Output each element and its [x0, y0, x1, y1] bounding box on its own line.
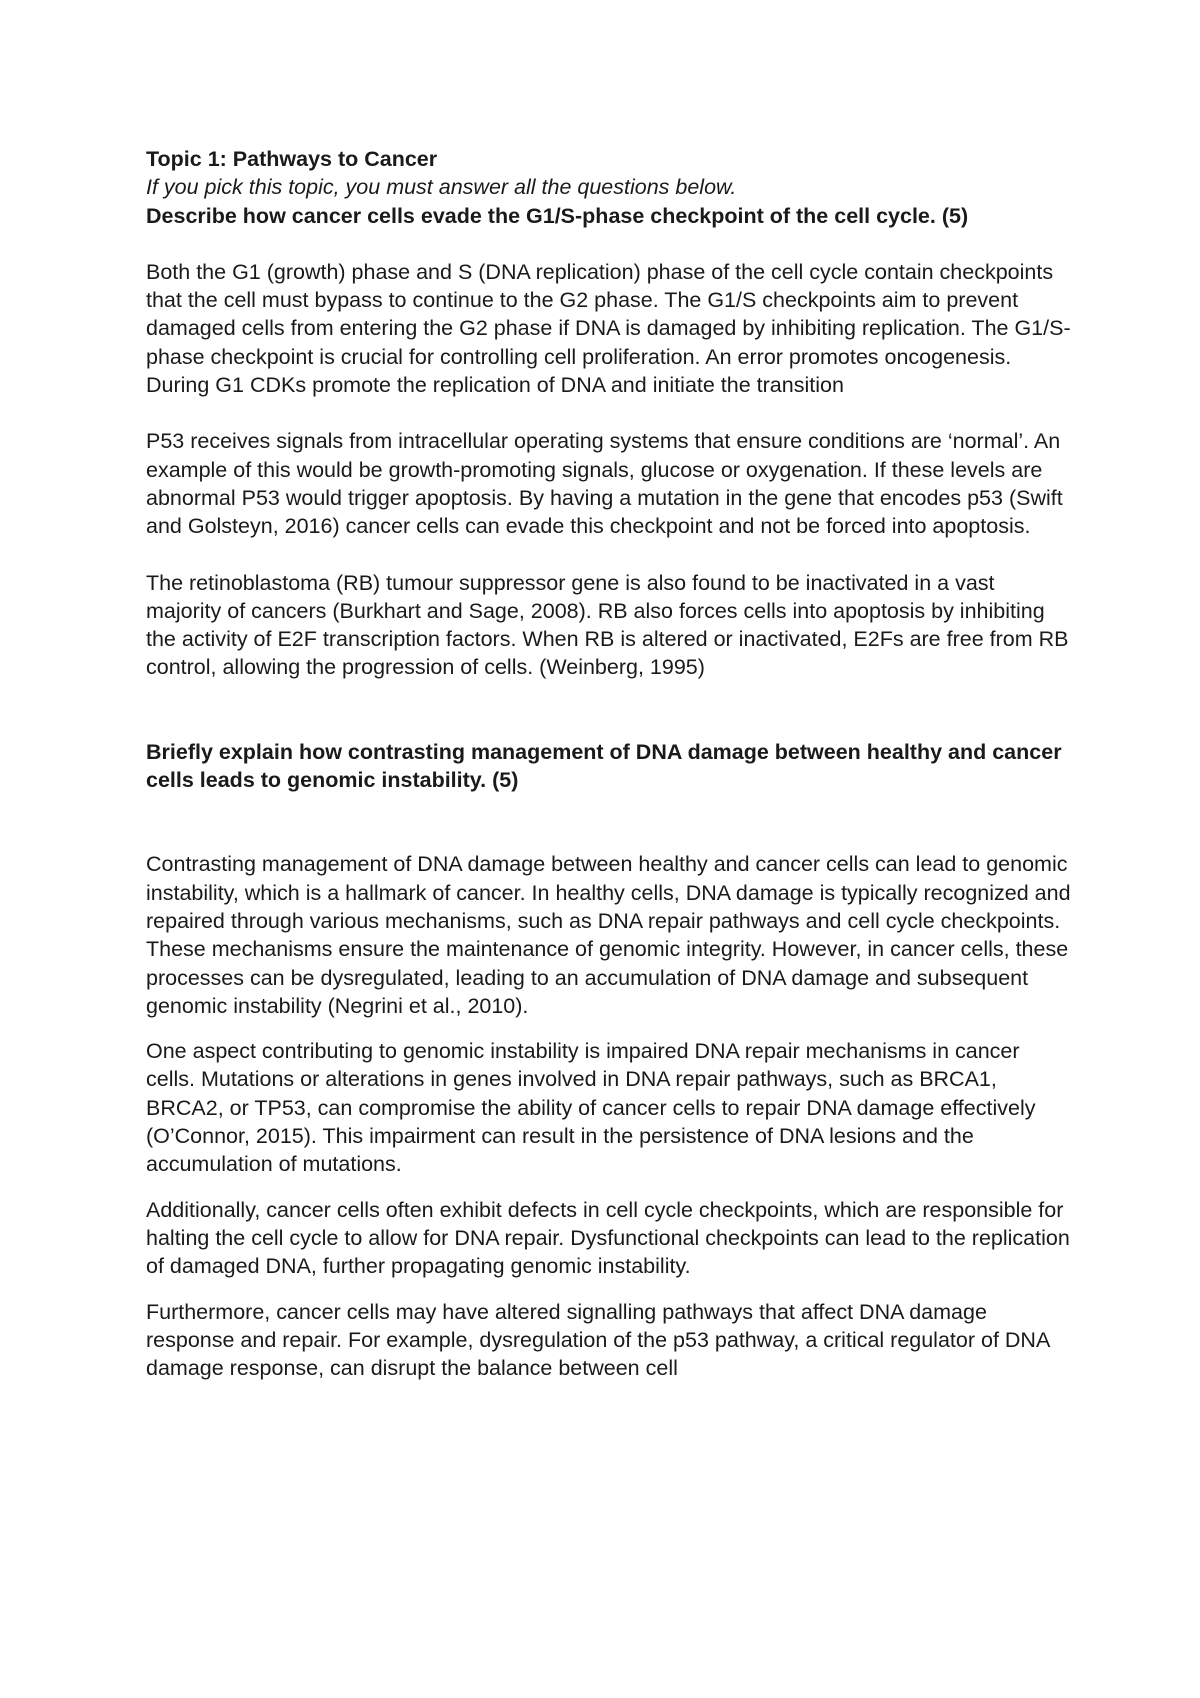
answer-1-paragraph: Both the G1 (growth) phase and S (DNA replication) phase of the cell cycle contain checkpoints that the cell must bypass to continue to the G2 phase. The G1/S checkpoints aim to prevent damaged cells from entering the G2 phase if DNA is damaged by inhibiting replication. The G1/S-phase checkpoint is crucial for controlling cell proliferation. An error promotes oncogenesis. During G1 CDKs promote the replication of DNA and initiate the transition — [146, 259, 1071, 398]
answer-1-paragraph: P53 receives signals from intracellular operating systems that ensure conditions are ‘normal’. An example of this would be growth-promoting signals, glucose or oxygenation. If these levels are abnormal P53 would trigger apoptosis. By having a mutation in the gene that encodes p53 (Swift and Golsteyn, 2016) cancer cells can evade this checkpoint and not be forced into apoptosis. — [146, 429, 1063, 539]
answer-2-paragraph: Additionally, cancer cells often exhibit defects in cell cycle checkpoints, which are responsible for halting the cell cycle to allow for DNA repair. Dysfunctional checkpoints can lead to the replication of damaged DNA, further propagating genomic instability. — [146, 1197, 1070, 1279]
question-2-heading: Briefly explain how contrasting management of DNA damage between healthy and cancer cells leads to genomic instability. (5) — [146, 739, 1062, 793]
answer-2-paragraph: Furthermore, cancer cells may have altered signalling pathways that affect DNA damage response and repair. For example, dysregulation of the p53 pathway, a critical regulator of DNA damage response, can disrupt the balance between cell — [146, 1299, 1050, 1381]
answer-2-paragraph: One aspect contributing to genomic instability is impaired DNA repair mechanisms in cancer cells. Mutations or alterations in genes involved in DNA repair pathways, such as BRCA1, BRCA2, or TP53, can compromise the ability of cancer cells to repair DNA damage effectively (O’Connor, 2015). This impairment can result in the persistence of DNA lesions and the accumulation of mutations. — [146, 1039, 1036, 1177]
answer-1-paragraph: The retinoblastoma (RB) tumour suppressor gene is also found to be inactivated in a vast majority of cancers (Burkhart and Sage, 2008). RB also forces cells into apoptosis by inhibiting the activity of E2F transcription factors. When RB is altered or inactivated, E2Fs are free from RB control, allowing the progression of cells. (Weinberg, 1995) — [146, 570, 1069, 680]
topic-instruction: If you pick this topic, you must answer all the questions below. — [146, 175, 737, 200]
document-title: Topic 1: Pathways to Cancer — [146, 147, 438, 171]
answer-2-paragraph: Contrasting management of DNA damage between healthy and cancer cells can lead to genomic instability, which is a hallmark of cancer. In healthy cells, DNA damage is typically recognized and repaired through various mechanisms, such as DNA repair pathways and cell cycle checkpoints. These mechanisms ensure the maintenance of genomic integrity. However, in cancer cells, these processes can be dysregulated, leading to an accumulation of DNA damage and subsequent genomic instability (Negrini et al., 2010). — [146, 852, 1071, 1018]
document-body — [146, 145, 1071, 1382]
question-1-heading: Describe how cancer cells evade the G1/S-phase checkpoint of the cell cycle. (5) — [146, 203, 969, 228]
